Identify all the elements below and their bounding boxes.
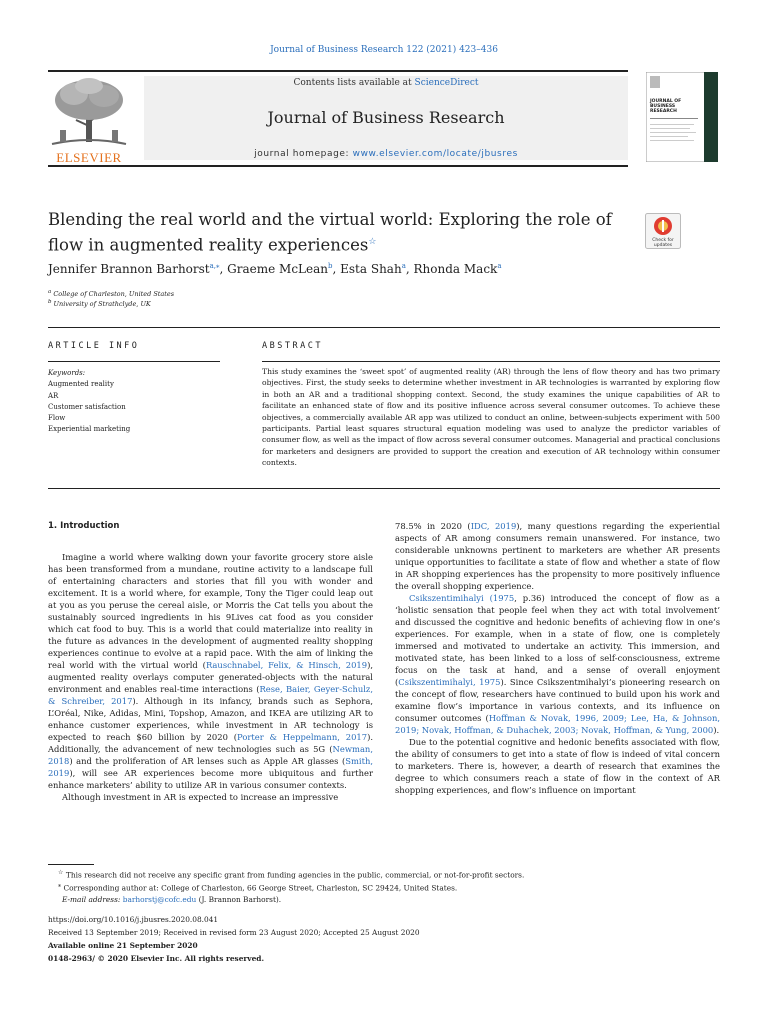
email-label: E-mail address: xyxy=(62,895,123,904)
homepage-prefix: journal homepage: xyxy=(254,149,353,159)
email-owner: (J. Brannon Barhorst). xyxy=(196,895,282,904)
journal-cover-icon xyxy=(646,72,718,162)
footnote-funding xyxy=(58,869,524,879)
paragraph xyxy=(395,736,720,796)
citation-link[interactable]: Rauschnabel, Felix, & Hinsch, 2019 xyxy=(205,660,368,670)
paragraph-text: ). Since Csikszentmihalyi’s pioneering research on the concept of flow, researchers have continued to build upon his work and examine flow’s importance in various contexts, and its influence on consumer outcomes ( xyxy=(395,677,720,723)
funding-footnote-text: This research did not receive any specific grant from funding agencies in the public, commercial, or not-for-profit sectors. xyxy=(65,870,525,880)
info-top-rule xyxy=(48,327,720,328)
crossmark-label-2: updates xyxy=(653,243,673,248)
author-list xyxy=(48,262,502,276)
abstract-bottom-rule xyxy=(48,488,720,489)
citation-link[interactable]: Newman, 2018 xyxy=(48,744,373,766)
keyword-item: Customer satisfaction xyxy=(48,402,126,411)
journal-citation[interactable]: Journal of Business Research 122 (2021) 423–436 xyxy=(270,45,498,55)
author-affiliation-mark[interactable]: b xyxy=(328,262,333,270)
received-dates: Received 13 September 2019; Received in revised form 23 August 2020; Accepted 25 August 2020 xyxy=(48,928,420,937)
funding-footnote-mark: ☆ xyxy=(58,869,64,876)
paragraph xyxy=(395,592,720,736)
paragraph-text: , p.36) introduced the concept of flow as a ‘holistic sensation that people feel when they act with total involvement’ and discussed the cognitive and hedonic benefits of achieving flow in one’s experiences. For example, when in a state of flow, one is completely immersed and motivated to undertake an activity. This immersion, and motivated state, has been linked to a loss of self-consciousness, extreme focus on the task at hand, and a sense of overall enjoyment ( xyxy=(395,593,721,687)
citation-link[interactable]: Csikszentimihalyi (1975 xyxy=(409,593,515,603)
contents-prefix: Contents lists available at xyxy=(293,78,415,88)
citation-link[interactable]: Csikszentimihalyi, 1975 xyxy=(398,677,501,687)
title-footnote-mark[interactable]: ☆ xyxy=(368,237,377,247)
corr-footnote-text: Corresponding author at: College of Charleston, 66 George Street, Charleston, SC 29424, United States. xyxy=(63,883,458,893)
paragraph-text: 78.5% in 2020 ( xyxy=(395,521,471,531)
author-name: Rhonda Mack xyxy=(413,262,498,276)
citation-link[interactable]: Porter & Heppelmann, 2017 xyxy=(237,732,368,742)
paragraph-text: Due to the potential cognitive and hedonic benefits associated with flow, the ability of consumers to get into a state of flow is indeed of vital concern to marketers. There is, however, a dearth of research that examines the degree to which consumers reach a state of flow in the context of AR shopping experiences, and flow’s influence on important xyxy=(395,737,720,795)
affiliation-a xyxy=(48,289,174,298)
keyword-item: Augmented reality xyxy=(48,380,114,389)
affiliation-b-mark: b xyxy=(48,299,52,305)
citation-link[interactable]: IDC, 2019 xyxy=(470,521,517,531)
masthead-top-rule xyxy=(48,70,628,72)
paragraph-text: Although investment in AR is expected to increase an impressive xyxy=(62,792,339,802)
journal-homepage xyxy=(144,149,628,159)
affiliation-a-mark: a xyxy=(48,289,52,295)
journal-name: Journal of Business Research xyxy=(267,108,505,127)
elsevier-tree-logo-icon xyxy=(48,76,130,158)
crossmark-label-1: Check for xyxy=(652,238,674,243)
journal-masthead xyxy=(48,70,720,165)
author-name: Jennifer Brannon Barhorst xyxy=(48,262,210,276)
copyright: 0148-2963/ © 2020 Elsevier Inc. All rights reserved. xyxy=(48,954,265,963)
contents-available xyxy=(144,78,628,88)
sciencedirect-link[interactable]: ScienceDirect xyxy=(414,78,479,88)
article-title xyxy=(48,209,638,257)
homepage-link[interactable]: www.elsevier.com/locate/jbusres xyxy=(352,149,518,159)
paragraph-text: ) and the proliferation of AR lenses such as Apple AR glasses ( xyxy=(69,756,346,766)
paragraph xyxy=(395,520,720,592)
paragraph-text: ). Additionally, the advancement of new technologies such as 5G ( xyxy=(48,732,373,754)
author-separator: , xyxy=(405,262,414,276)
paragraph-text: ), will see AR experiences become more ubiquitous and further enhance marketers’ ability to utilize AR in various consumer contexts. xyxy=(48,768,373,790)
affiliation-a-text: College of Charleston, United States xyxy=(53,290,175,299)
footnote-rule xyxy=(48,864,94,865)
body-right-column xyxy=(395,520,720,796)
citation-link[interactable]: Smith, 2019 xyxy=(48,756,373,778)
abstract-rule xyxy=(262,361,720,362)
article-info-rule xyxy=(48,361,220,362)
footnote-corresponding-author xyxy=(58,882,457,892)
affiliation-b xyxy=(48,299,151,308)
keyword-item: Experiential marketing xyxy=(48,425,131,434)
author-separator: , xyxy=(332,262,341,276)
paragraph xyxy=(48,551,373,791)
abstract-text: This study examines the ‘sweet spot’ of augmented reality (AR) through the lens of flow theory and has two primary objectives. First, the study seeks to determine whether investment in AR technologies is warranted by exploring flow in both an AR and a traditional shopping context. Second, the study examines the unique capabilities of AR to facilitate an enhanced state of flow and its positive influence across several consumer outcomes. To achieve these objectives, a commercially available AR app was utilized to conduct an online, between-subjects experiment with 500 participants. Partial least squares structural equation modeling was used to analyze the predictor variables of consumer flow, as well as the impact of flow across several consumer outcomes. Managerial and practical conclusions for marketers and designers are provided to support the creation and execution of AR technology within consumer contexts. xyxy=(262,367,720,468)
available-online: Available online 21 September 2020 xyxy=(48,941,198,950)
body-left-column xyxy=(48,520,373,803)
affiliation-b-text: University of Strathclyde, UK xyxy=(53,300,151,309)
citation-link[interactable]: Hoffman & Novak, 1996, 2009; Lee, Ha, & Johnson, 2019; Novak, Hoffman, & Duhachek, 2003; Novak, Hoffman, & Yung, 2000 xyxy=(395,713,721,735)
masthead-center-panel xyxy=(144,76,628,160)
keyword-item: AR xyxy=(48,391,59,400)
keywords-block xyxy=(48,368,130,436)
paragraph-text: ), augmented reality overlays computer generated-objects with the natural environment and enables real-time interactions ( xyxy=(48,660,374,694)
author-affiliation-mark[interactable]: a xyxy=(497,262,502,270)
paragraph-text: ). xyxy=(713,725,720,735)
cover-title-line-1: JOURNAL OF xyxy=(650,99,682,104)
citation-link[interactable]: Rese, Baier, Geyer-Schulz, & Schreiber, 2017 xyxy=(48,684,373,706)
corr-footnote-mark: ⁎ xyxy=(58,882,62,889)
author-name: Graeme McLean xyxy=(227,262,329,276)
section-heading-introduction: 1. Introduction xyxy=(48,521,120,531)
masthead-bottom-rule xyxy=(48,165,628,167)
footnote-email xyxy=(62,895,281,904)
journal-cover-thumbnail xyxy=(646,72,718,162)
author-name: Esta Shah xyxy=(340,262,402,276)
paragraph-text: ). Although in its infancy, brands such as Sephora, L’Oréal, Nike, Adidas, Mini, Topshop, Amazon, and IKEA are utilizing AR to enhance customer experiences, while investment in AR technology is expected to reach $60 billion by 2020 ( xyxy=(48,696,373,742)
email-link[interactable]: barhorstj@cofc.edu xyxy=(122,895,197,904)
author-affiliation-mark[interactable]: a xyxy=(401,262,406,270)
article-info-heading: ARTICLE INFO xyxy=(48,341,140,351)
paragraph xyxy=(48,791,373,803)
author-separator: , xyxy=(219,262,228,276)
author-affiliation-mark[interactable]: a,⁎ xyxy=(209,262,220,270)
keywords-label: Keywords: xyxy=(48,369,86,377)
abstract-heading: ABSTRACT xyxy=(262,341,323,351)
cover-title-line-2: BUSINESS xyxy=(650,104,676,109)
paragraph-text: ), many questions regarding the experiential aspects of AR among consumers remain unanswered. For instance, two considerable unknowns pertinent to marketers are whether AR presents unique opportunities to facilitate a state of flow and whether a state of flow in AR shopping experiences has the propensity to more positively influence the overall shopping experience. xyxy=(395,521,720,591)
paragraph-text: Imagine a world where walking down your favorite grocery store aisle has been transformed from a mundane, routine activity to a landscape full of entertaining characters and stories that fill you with wonder and excitement. It is a world where, for example, Tony the Tiger could leap out at you as you peruse the cereal aisle, or Morris the Cat tells you about the sustainably sourced ingredients in his 9Lives cat food as you consider which cat food to buy. This is a world that could materialize into reality in the future as advances in the development of augmented reality shopping experiences continue to evolve at a rapid pace. With the aim of linking the real world with the virtual world ( xyxy=(48,552,373,670)
cover-title-line-3: RESEARCH xyxy=(650,109,677,114)
keyword-item: Flow xyxy=(48,414,66,423)
check-for-updates-button[interactable] xyxy=(645,213,681,249)
doi-link[interactable]: https://doi.org/10.1016/j.jbusres.2020.08.041 xyxy=(48,915,219,924)
article-title-text: Blending the real world and the virtual world: Exploring the role of flow in augmented reality experiences xyxy=(48,210,612,255)
elsevier-logo-text: ELSEVIER xyxy=(56,150,122,165)
